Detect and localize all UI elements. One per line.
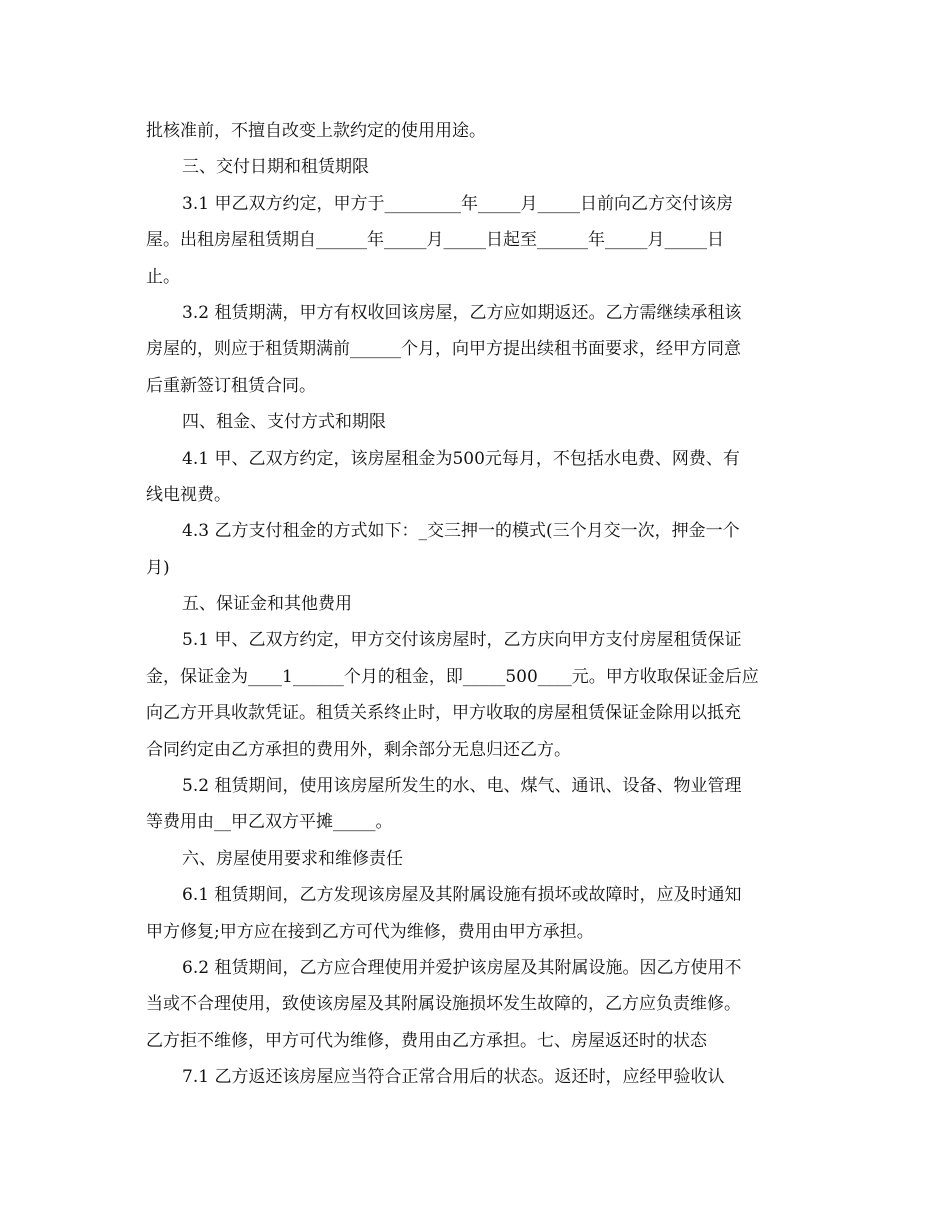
text-line: 4.1 甲、乙双方约定，该房屋租金为500元每月，不包括水电费、网费、有: [182, 448, 740, 469]
text-line: 金，保证金为____1______个月的租金，即_____500____元。甲方收取保证金后应: [146, 666, 759, 687]
text-line: 三、交付日期和租赁期限: [182, 157, 369, 178]
text-line: 乙方拒不维修，甲方可代为维修，费用由乙方承担。七、房屋返还时的状态: [146, 1030, 707, 1051]
text-line: 3.2 租赁期满，甲方有权收回该房屋，乙方应如期返还。乙方需继续承租该: [182, 302, 742, 323]
text-line: 线电视费。: [146, 484, 231, 505]
text-line: 6.2 租赁期间，乙方应合理使用并爱护该房屋及其附属设施。因乙方使用不: [182, 957, 742, 978]
text-line: 5.2 租赁期间，使用该房屋所发生的水、电、煤气、通讯、设备、物业管理: [182, 776, 742, 797]
text-line: 止。: [146, 266, 180, 287]
text-line: 后重新签订租赁合同。: [146, 375, 316, 396]
text-line: 当或不合理使用，致使该房屋及其附属设施损坏发生故障的，乙方应负责维修。: [146, 994, 741, 1015]
text-line: 7.1 乙方返还该房屋应当符合正常合用后的状态。返还时，应经甲验收认: [182, 1067, 725, 1088]
text-line: 六、房屋使用要求和维修责任: [182, 848, 403, 869]
text-line: 甲方修复;甲方应在接到乙方可代为维修，费用由甲方承担。: [146, 921, 594, 942]
text-line: 等费用由__甲乙双方平摊_____。: [146, 812, 393, 833]
text-line: 四、租金、支付方式和期限: [182, 412, 386, 433]
text-line: 3.1 甲乙双方约定，甲方于_________年_____月_____日前向乙方交付该房: [182, 193, 733, 214]
text-line: 批核准前，不擅自改变上款约定的使用用途。: [146, 121, 486, 141]
document-body: [146, 113, 806, 1096]
text-line: 向乙方开具收款凭证。租赁关系终止时，甲方收取的房屋租赁保证金除用以抵充: [146, 703, 741, 724]
text-line: 五、保证金和其他费用: [182, 594, 352, 615]
text-line: 月): [146, 557, 170, 578]
text-line: 4.3 乙方支付租金的方式如下：_交三押一的模式(三个月交一次，押金一个: [182, 521, 740, 542]
text-line: 5.1 甲、乙双方约定，甲方交付该房屋时，乙方庆向甲方支付房屋租赁保证: [182, 630, 742, 651]
text-line: 屋。出租房屋租赁期自______年_____月_____日起至______年_____月_____日: [146, 230, 724, 251]
text-line: 6.1 租赁期间，乙方发现该房屋及其附属设施有损坏或故障时，应及时通知: [182, 885, 742, 906]
text-line: 房屋的，则应于租赁期满前______个月，向甲方提出续租书面要求，经甲方同意: [146, 339, 741, 360]
text-line: 合同约定由乙方承担的费用外，剩余部分无息归还乙方。: [146, 739, 571, 760]
